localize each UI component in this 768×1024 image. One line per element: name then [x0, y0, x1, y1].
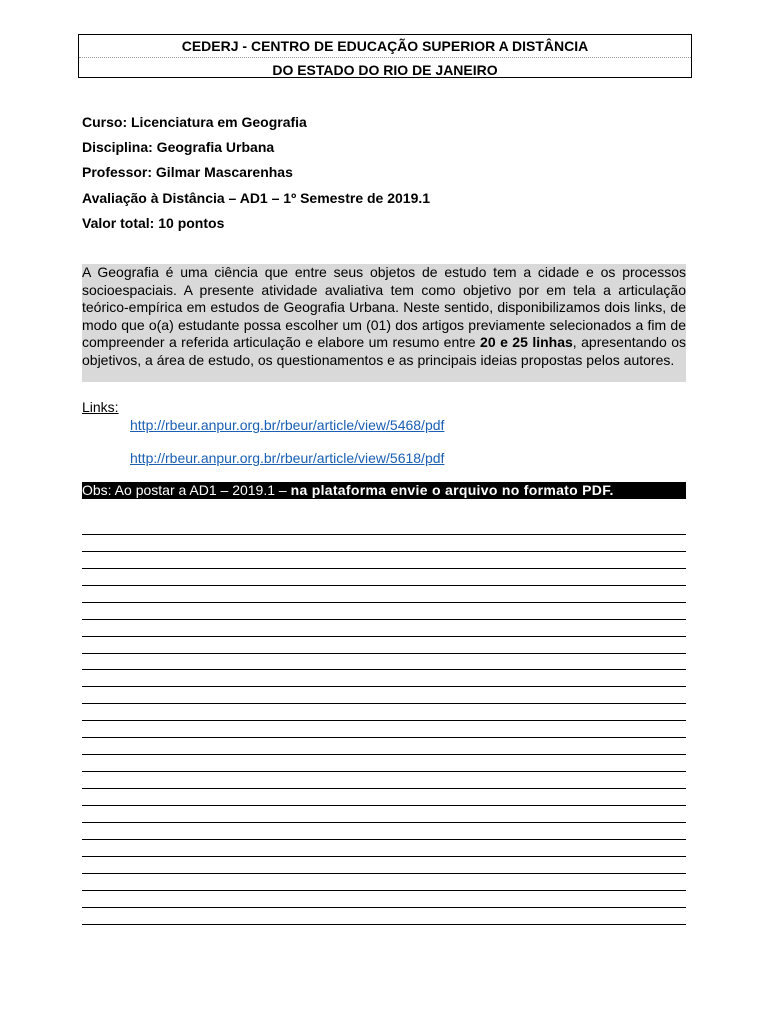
submission-note-emphasis: na plataforma envie o arquivo no formato PDF.	[290, 482, 614, 498]
submission-note-text: Obs: Ao postar a AD1 – 2019.1 –	[82, 482, 291, 498]
answer-line	[82, 637, 686, 654]
institution-name-line2: DO ESTADO DO RIO DE JANEIRO	[272, 62, 498, 78]
answer-line	[82, 738, 686, 755]
article-link-2[interactable]: http://rbeur.anpur.org.br/rbeur/article/view/5618/pdf	[130, 450, 445, 466]
answer-line	[82, 518, 686, 535]
answer-line	[82, 806, 686, 823]
instructions-line-count: 20 e 25 linhas	[480, 334, 573, 351]
instructions-text-end: , apresentando os objetivos, a área de estudo, os questionamentos e as principais ideias propostas pelos autores.	[82, 334, 687, 368]
answer-line	[82, 552, 686, 569]
header-divider	[79, 57, 691, 58]
answer-line	[82, 569, 686, 586]
answer-line	[82, 721, 686, 738]
article-link-1[interactable]: http://rbeur.anpur.org.br/rbeur/article/view/5468/pdf	[130, 417, 445, 433]
answer-line	[82, 654, 686, 671]
institution-header	[78, 34, 692, 78]
evaluation-label: Avaliação à Distância – AD1 – 1º Semestre de 2019.1	[82, 190, 431, 206]
answer-line	[82, 670, 686, 687]
answer-lines	[82, 518, 686, 925]
course-label: Curso: Licenciatura em Geografia	[82, 114, 307, 130]
instructions-paragraph	[82, 264, 686, 382]
answer-line	[82, 535, 686, 552]
answer-line	[82, 891, 686, 908]
answer-line	[82, 874, 686, 891]
links-label: Links:	[82, 399, 119, 415]
answer-line	[82, 755, 686, 772]
total-value-label: Valor total: 10 pontos	[82, 215, 225, 231]
instructions-text-start: A Geografia é uma ciência que entre seus objetos de estudo tem a cidade e os processos socioespaciais. A presente atividade avaliativa tem como objetivo por em tela a articulação teórico-empírica em estudos de Geografia Urbana. Neste sentido, disponibilizamos dois links, de modo que o(a) estudante possa escolher um (01) dos artigos previamente selecionados a fim de compreender a referida articulação e elabore um resumo entre	[82, 264, 686, 351]
answer-line	[82, 620, 686, 637]
professor-label: Professor: Gilmar Mascarenhas	[82, 164, 293, 180]
answer-line	[82, 857, 686, 874]
answer-line	[82, 603, 686, 620]
answer-line	[82, 586, 686, 603]
discipline-label: Disciplina: Geografia Urbana	[82, 139, 275, 155]
answer-line	[82, 823, 686, 840]
answer-line	[82, 687, 686, 704]
institution-name-line1: CEDERJ - CENTRO DE EDUCAÇÃO SUPERIOR A DISTÂNCIA	[181, 38, 589, 54]
answer-line	[82, 908, 686, 925]
submission-note	[82, 482, 686, 499]
answer-line	[82, 789, 686, 806]
answer-line	[82, 840, 686, 857]
answer-line	[82, 704, 686, 721]
answer-line	[82, 772, 686, 789]
